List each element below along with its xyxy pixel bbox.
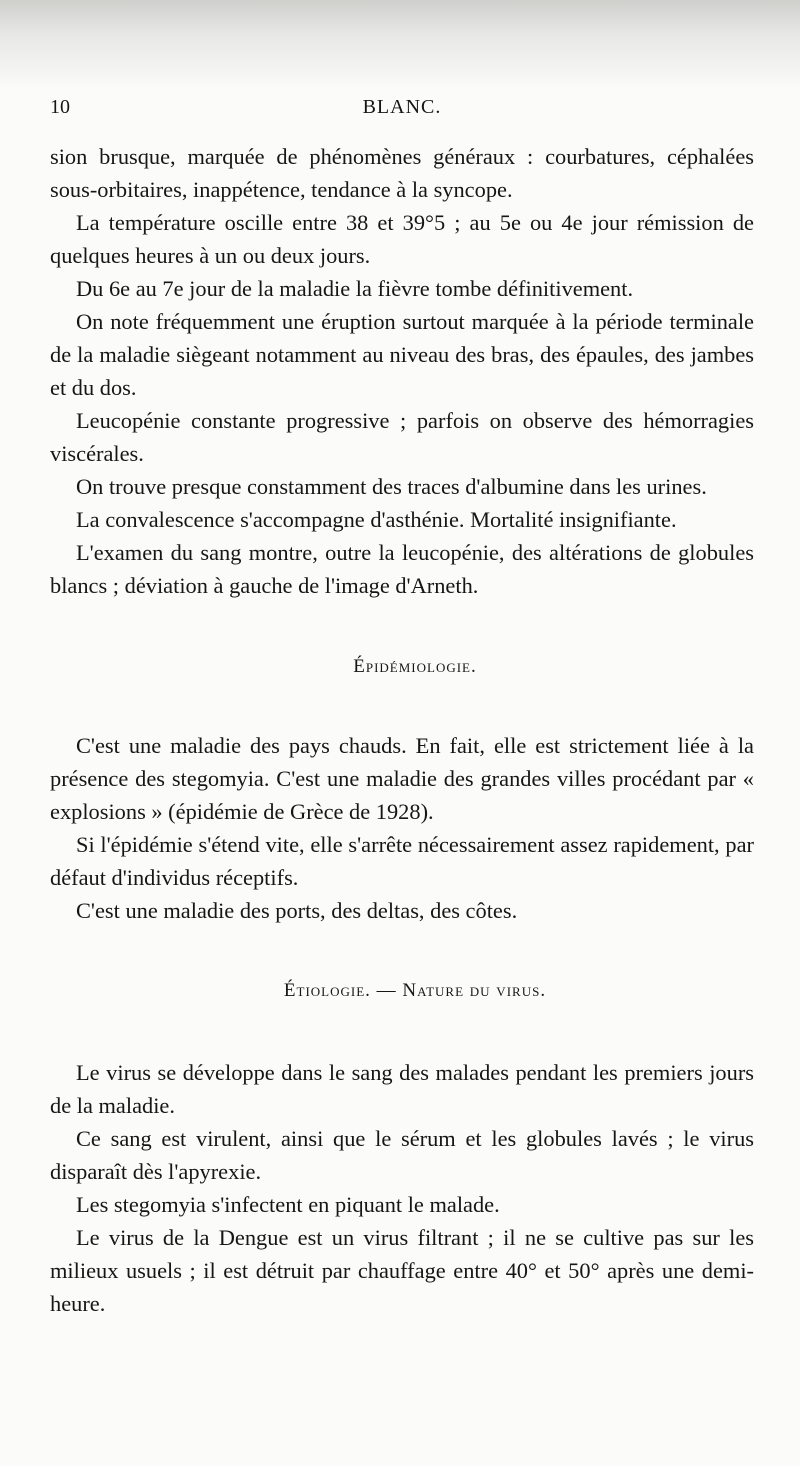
paragraph: Le virus de la Dengue est un virus filtrant ; il ne se cultive pas sur les milieux usuels ; il est détruit par chauffage entre 40° et 50° après une demi-heure. [50,1225,754,1316]
scan-shadow [0,0,800,90]
page-number: 10 [50,96,70,118]
paragraph: Ce sang est virulent, ainsi que le sérum et les globules lavés ; le virus disparaît dès l'apyrexie. [50,1126,754,1184]
paragraph: C'est une maladie des ports, des deltas, des côtes. [76,898,518,923]
paragraph: On trouve presque constamment des traces d'albumine dans les urines. [76,474,707,499]
section-heading-epidemiologie: Épidémiologie. [353,656,477,677]
paragraph: C'est une maladie des pays chauds. En fait, elle est strictement liée à la présence des stegomyia. C'est une maladie des grandes villes procédant par « explosions » (épidémie de Grèce de 1928). [50,733,754,824]
paragraph: La température oscille entre 38 et 39°5 ; au 5e ou 4e jour rémission de quelques heures à un ou deux jours. [50,210,754,268]
paragraph: Le virus se développe dans le sang des malades pendant les premiers jours de la maladie. [50,1060,754,1118]
running-head: BLANC. [362,96,442,118]
paragraph: sion brusque, marquée de phénomènes généraux : courbatures, céphalées sous-orbitaires, inappétence, tendance à la syncope. [50,144,754,202]
paragraph: Les stegomyia s'infectent en piquant le malade. [76,1192,500,1217]
paragraph: Du 6e au 7e jour de la maladie la fièvre tombe définitivement. [76,276,634,301]
paragraph: Si l'épidémie s'étend vite, elle s'arrête nécessairement assez rapidement, par défaut d'individus réceptifs. [50,832,754,890]
page-header [50,96,754,126]
section-heading-etiologie: Étiologie. — Nature du virus. [283,980,547,1001]
body-text [50,140,754,1320]
paragraph: La convalescence s'accompagne d'asthénie. Mortalité insignifiante. [76,507,677,532]
paragraph: L'examen du sang montre, outre la leucopénie, des altérations de globules blancs ; déviation à gauche de l'image d'Arneth. [50,540,754,598]
paragraph: On note fréquemment une éruption surtout marquée à la période terminale de la maladie siègeant notamment au niveau des bras, des épaules, des jambes et du dos. [50,309,754,400]
paragraph: Leucopénie constante progressive ; parfois on observe des hémorragies viscérales. [50,408,754,466]
